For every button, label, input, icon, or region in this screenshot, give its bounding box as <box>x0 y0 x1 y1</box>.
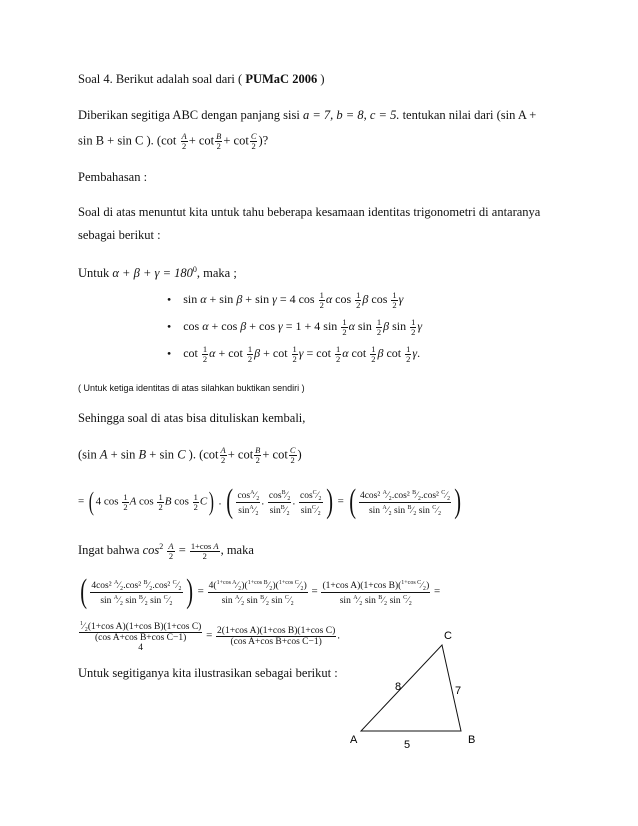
intro-line-2: sebagai berikut : <box>78 228 161 242</box>
substitution-expression: ( $\frac{4\cos^2 ^A⁄_2.\cos^2 ^B⁄_2.\cos^2 ^C⁄_2}{\sin ^A⁄_2 \sin ^B⁄_2 \sin ^C⁄_2}$ ) = $\frac{4(^{1+cos A}⁄_2)(^{1+cos B}⁄_2)(^{1+cos C}⁄_2)}{\sin ^A⁄_2 \sin ^B⁄_2 \sin ^C⁄_2}$ = $\frac{(1+\cos A)(1+\cos B)(^{1+cos C}⁄_2)}{\sin ^A⁄_2 \sin ^B⁄_2 \sin ^C⁄_2}$ = <box>80 573 441 610</box>
ingat-line: Ingat bahwa $\cos^2$ $\frac{A}{2}$ = $\frac{\text{1+cos A}}{2}$ , maka <box>78 540 254 561</box>
problem-line-1 <box>78 107 536 123</box>
side-label-BC: 7 <box>455 685 462 697</box>
product-expression: = ( 4 cos $\frac{1}{2}$ A cos $\frac{1}{2}$ B cos $\frac{1}{2}$ C) . ( $\frac{\cos^A⁄_2}{\sin^A⁄_2}$ . $\frac{\cos^B⁄_2}{\sin^B⁄_2}$ . $\frac{\cos^C⁄_2}{\sin^C⁄_2}$ ) = ( $\frac{4\cos^2 ^A⁄_2.\cos^2 ^B⁄_2.\cos^2 ^C⁄_2}{\sin ^A⁄_2 \sin ^B⁄_2 \sin ^C⁄_2}$ ) <box>78 483 462 520</box>
side-label-AC: 8 <box>395 681 402 693</box>
problem-tail: tentukan nilai dari (sin A + <box>402 108 537 122</box>
final-expression: $^1$⁄₂(1+cos A)(1+cos B)(1+cos C) (cos A+cos B+cos C−1) 4 = $\frac{\text{2(1+cos A)(1+cos B)(1+cos C)}}{\text{(cos A+cos B+cos C−1)}}$ . <box>80 621 340 654</box>
identity-3-text: cot $\frac{1}{2}$ α + cot $\frac{1}{2}$ β + cot $\frac{1}{2}$ γ = cot $\frac{1}{2}$ α cot $\frac{1}{2}$ β cot $\frac{1}{2}$ γ. <box>183 344 421 364</box>
ingat-tail: , maka <box>220 543 254 558</box>
untuk-segitiga-line: Untuk segitiganya kita ilustrasikan sebagai berikut : <box>78 666 338 680</box>
identity-1: • sin α + sin β + sin γ = 4 cos $\frac{1}{2}$ α cos $\frac{1}{2}$ β cos $\frac{1}{2}$ γ <box>167 290 404 310</box>
ingat-text: Ingat bahwa <box>78 543 140 558</box>
fraction-A-2: $\frac{A}{2}$ <box>181 131 187 151</box>
problem-heading <box>78 71 325 87</box>
identities-note: ( Untuk ketiga identitas di atas silahkan buktikan sendiri ) <box>78 383 305 393</box>
vertex-label-B: B <box>468 734 476 746</box>
fraction-C-2: $\frac{C}{2}$ <box>250 131 257 151</box>
vertex-label-A: A <box>350 734 358 746</box>
identity-1-text: sin α + sin β + sin γ = 4 cos $\frac{1}{2}$ α cos $\frac{1}{2}$ β cos $\frac{1}{2}$ γ <box>183 290 404 310</box>
rewritten-expression: (sin A + sin B + sin C ). (cot $\frac{A}{2}$ + cot $\frac{B}{2}$ + cot $\frac{C}{2}$ ) <box>78 445 302 465</box>
untuk-line <box>78 262 237 281</box>
triangle-shape <box>361 645 461 731</box>
identity-2: • cos α + cos β + cos γ = 1 + 4 sin $\frac{1}{2}$ α sin $\frac{1}{2}$ β sin $\frac{1}{2}$ γ <box>167 317 423 337</box>
untuk-text: Untuk <box>78 266 110 281</box>
pembahasan-label: Pembahasan : <box>78 170 148 184</box>
degree-superscript: 0 <box>192 265 197 274</box>
problem-line2-head: sin B + sin C ). (cot <box>78 133 177 148</box>
heading-suffix: ) <box>317 72 325 86</box>
identity-2-text: cos α + cos β + cos γ = 1 + 4 sin $\frac{1}{2}$ α sin $\frac{1}{2}$ β sin $\frac{1}{2}$ γ <box>183 317 423 337</box>
angle-sum-expr: α + β + γ = 180 <box>112 266 193 281</box>
side-label-AB: 5 <box>404 739 411 751</box>
fraction-B-2: $\frac{B}{2}$ <box>216 131 222 151</box>
vertex-label-C: C <box>444 630 452 642</box>
problem-sides: a = 7, b = 8, c = 5. <box>302 108 400 122</box>
heading-prefix: Soal 4. Berikut adalah soal dari ( <box>78 72 246 86</box>
intro-line-1: Soal di atas menuntut kita untuk tahu beberapa kesamaan identitas trigonometri di antaranya <box>78 205 541 219</box>
sehingga-line: Sehingga soal di atas bisa dituliskan kembali, <box>78 411 306 425</box>
problem-line2-tail: )? <box>258 133 269 148</box>
untuk-tail: , maka ; <box>196 266 237 281</box>
identity-3: • cot $\frac{1}{2}$ α + cot $\frac{1}{2}$ β + cot $\frac{1}{2}$ γ = cot $\frac{1}{2}$ α cot $\frac{1}{2}$ β cot $\frac{1}{2}$ γ. <box>167 344 421 364</box>
problem-line-2: sin B + sin C ). (cot $\frac{A}{2}$ + cot $\frac{B}{2}$ + cot $\frac{C}{2}$ )? <box>78 131 269 151</box>
problem-text: Diberikan segitiga ABC dengan panjang sisi <box>78 108 300 122</box>
heading-source: PUMaC 2006 <box>245 72 318 86</box>
